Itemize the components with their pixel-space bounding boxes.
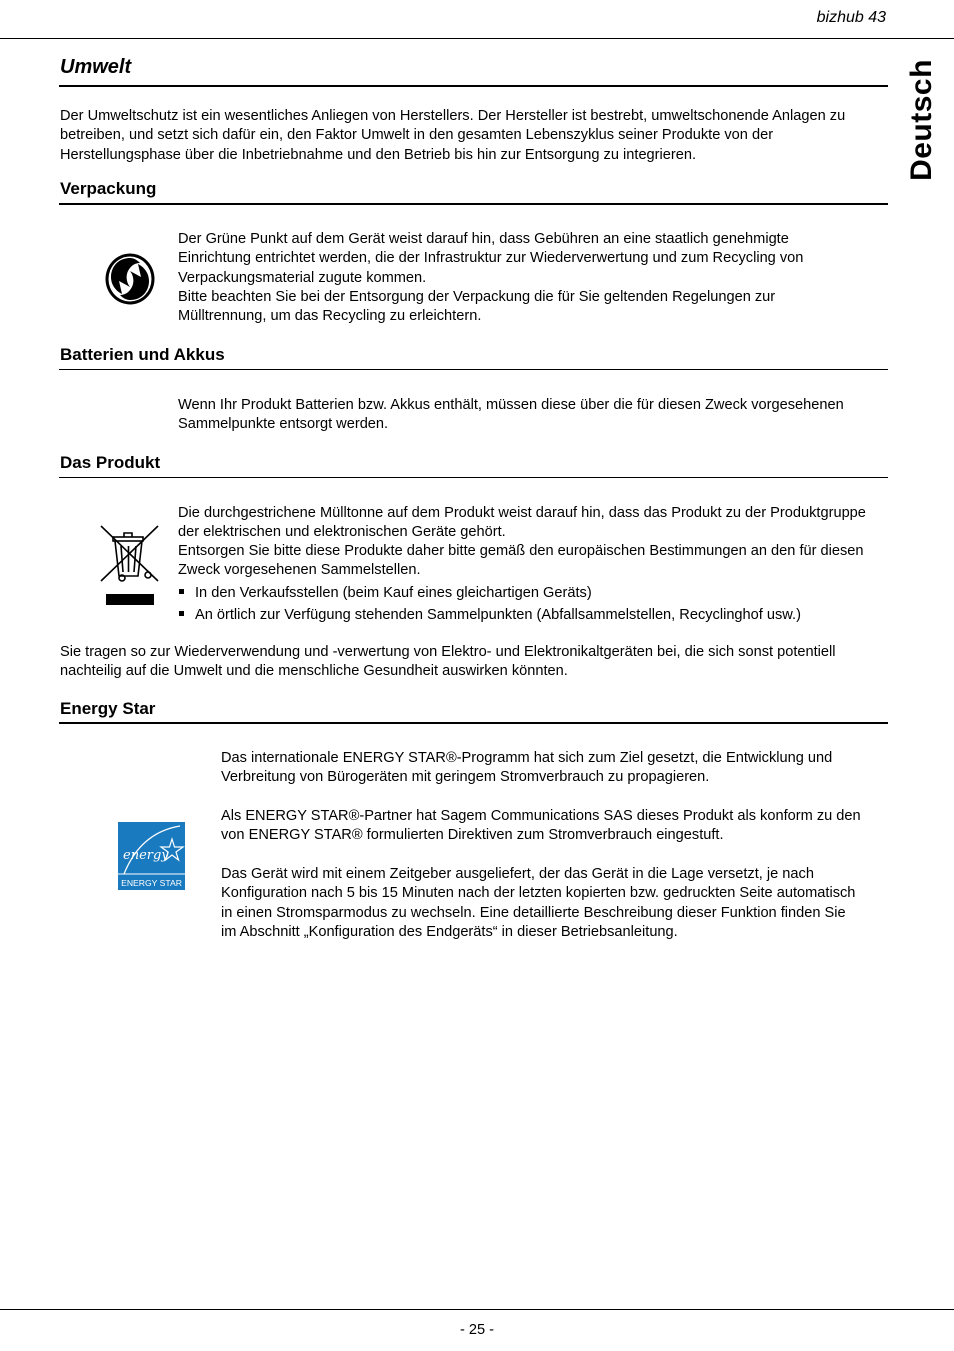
heading-produkt: Das Produkt: [60, 453, 161, 472]
language-label: Deutsch: [905, 59, 938, 181]
energy-rule: [59, 722, 888, 724]
green-dot-icon: [104, 252, 156, 306]
energy-star-logo-text: ENERGY STAR: [121, 878, 182, 888]
produkt-closing: Sie tragen so zur Wiederverwendung und -verwertung von Elektro- und Elektronikaltgeräten bei, die sich sonst potentiell nachteilig auf die Umwelt und die menschliche Gesundheit auswirken könnten.: [60, 644, 836, 680]
energy-script-text: energy: [123, 848, 169, 863]
header-rule: [0, 38, 954, 39]
crossed-bin-icon: [100, 524, 160, 606]
heading-energy-star: Energy Star: [60, 699, 156, 718]
verpackung-text-1: Der Grüne Punkt auf dem Gerät weist darauf hin, dass Gebühren an eine staatlich genehmigte Einrichtung entrichtet werden, die der Infrastruktur zur Wiederverwertung und zum Recycling von Verpackungsmaterial zugute kommen.: [178, 231, 804, 286]
header-model: bizhub 43: [816, 9, 886, 26]
batterien-text: Wenn Ihr Produkt Batterien bzw. Akkus enthält, müssen diese über die für diesen Zweck vorgesehenen Sammelpunkte entsorgt werden.: [178, 397, 844, 433]
verpackung-rule: [59, 203, 888, 205]
intro-paragraph: Der Umweltschutz ist ein wesentliches Anliegen von Herstellers. Der Hersteller ist bestrebt, umweltschonende Anlagen zu betreiben, und setzt sich dafür ein, den Faktor Umwelt in den gesamten Lebenszyklus seiner Produkte von der Herstellungsphase über die Inbetriebnahme und den Betrieb bis hin zur Entsorgung zu integrieren.: [60, 108, 846, 163]
produkt-rule: [59, 477, 888, 478]
page-title: Umwelt: [60, 56, 132, 78]
produkt-text-1: Die durchgestrichene Mülltonne auf dem Produkt weist darauf hin, dass das Produkt zu der Produktgruppe der elektrischen und elektronischen Geräte gehört.: [178, 505, 866, 541]
language-tab: [895, 60, 949, 180]
produkt-bullet-1-text: In den Verkaufsstellen (beim Kauf eines gleichartigen Geräts): [195, 585, 592, 601]
produkt-text-2: Entsorgen Sie bitte diese Produkte daher bitte gemäß den europäischen Bestimmungen an den für diesen Zweck vorgesehenen Sammelstellen.: [178, 543, 864, 579]
produkt-bullet-2: [179, 606, 879, 625]
energy-text-1: Das internationale ENERGY STAR®-Programm hat sich zum Ziel gesetzt, die Entwicklung und Verbreitung von Bürogeräten mit geringem Stromverbrauch zu propagieren.: [221, 750, 833, 786]
energy-text-2: Als ENERGY STAR®-Partner hat Sagem Communications SAS dieses Produkt als konform zu den von ENERGY STAR® formulierten Direktiven zum Stromverbrauch eingestuft.: [221, 808, 861, 844]
produkt-bullet-1: [179, 584, 879, 603]
bullet-square-icon: [179, 589, 184, 594]
title-rule: [59, 85, 888, 87]
produkt-bullet-2-text: An örtlich zur Verfügung stehenden Sammelpunkten (Abfallsammelstellen, Recyclinghof usw.): [195, 607, 801, 623]
energy-text-3: Das Gerät wird mit einem Zeitgeber ausgeliefert, der das Gerät in die Lage versetzt, je nach Konfiguration nach 5 bis 15 Minuten nach der letzten kopierten bzw. gedruckten Seite automatisch in einen Stromsparmodus zu wechseln. Eine detaillierte Beschreibung dieser Funktion finden Sie im Abschnitt „Konfiguration des Endgeräts“ in dieser Betriebsanleitung.: [221, 866, 856, 940]
verpackung-text-2: Bitte beachten Sie bei der Entsorgung der Verpackung die für Sie geltenden Regelungen zur Mülltrennung, um das Recycling zu erleichtern.: [178, 289, 776, 325]
page-number: - 25 -: [459, 1322, 495, 1338]
footer-rule: [0, 1309, 954, 1310]
heading-batterien: Batterien und Akkus: [60, 345, 225, 364]
batterien-rule: [59, 369, 888, 370]
heading-verpackung: Verpackung: [60, 179, 157, 198]
bullet-square-icon: [179, 611, 184, 616]
energy-star-logo-icon: [118, 822, 185, 890]
